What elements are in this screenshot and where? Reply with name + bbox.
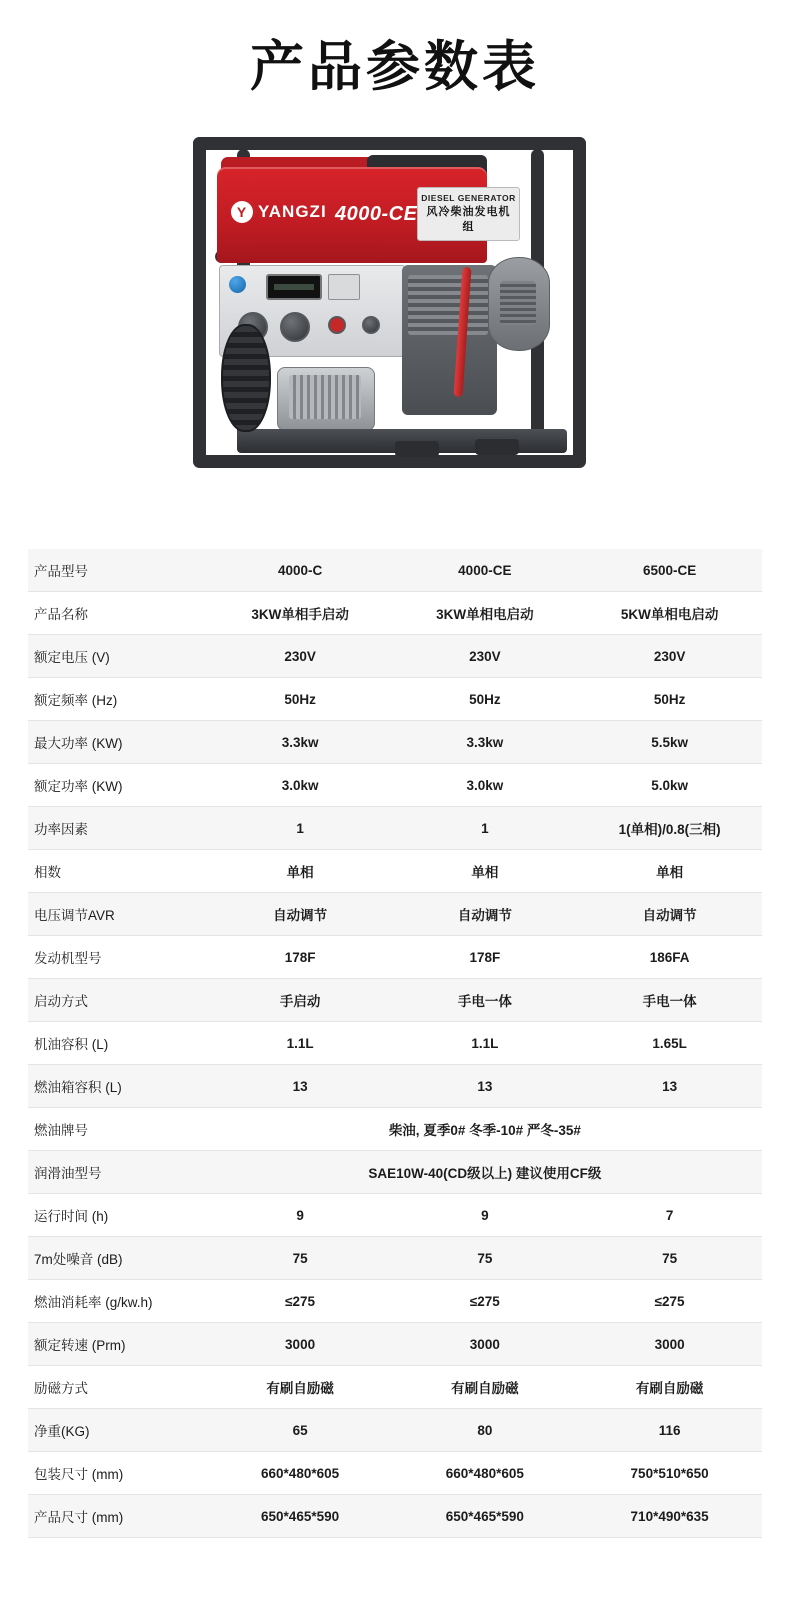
- row-value: 6500-CE: [577, 549, 762, 592]
- table-row: [28, 1022, 762, 1065]
- row-value: 75: [208, 1237, 393, 1280]
- row-value: ≤275: [208, 1280, 393, 1323]
- frame-bar-left: [193, 137, 206, 467]
- page-title-area: [0, 0, 790, 97]
- row-label: 额定转速 (Prm): [28, 1323, 208, 1366]
- row-value: 单相: [577, 850, 762, 893]
- row-value: ≤275: [577, 1280, 762, 1323]
- table-row: [28, 721, 762, 764]
- table-row: [28, 979, 762, 1022]
- row-value: 230V: [392, 635, 577, 678]
- row-value: 3.3kw: [392, 721, 577, 764]
- row-value: 3.0kw: [392, 764, 577, 807]
- row-value: 3KW单相电启动: [392, 592, 577, 635]
- row-value: 13: [392, 1065, 577, 1108]
- table-row: [28, 1495, 762, 1538]
- spec-table: [28, 549, 762, 1538]
- row-value: 自动调节: [392, 893, 577, 936]
- row-value: 有刷自励磁: [392, 1366, 577, 1409]
- model-badge: 4000-CE: [335, 203, 418, 226]
- table-row: [28, 1280, 762, 1323]
- row-value: 750*510*650: [577, 1452, 762, 1495]
- stop-button-icon: [328, 316, 346, 334]
- row-value: 178F: [208, 936, 393, 979]
- row-value: 7: [577, 1194, 762, 1237]
- table-row: [28, 1366, 762, 1409]
- row-value: 自动调节: [208, 893, 393, 936]
- row-label: 产品名称: [28, 592, 208, 635]
- row-value: 3.0kw: [208, 764, 393, 807]
- ground-terminal: [362, 316, 380, 334]
- row-label: 额定电压 (V): [28, 635, 208, 678]
- row-value: 116: [577, 1409, 762, 1452]
- row-value: 80: [392, 1409, 577, 1452]
- engine-cooling-fins: [408, 275, 488, 335]
- row-label: 发动机型号: [28, 936, 208, 979]
- row-value: 178F: [392, 936, 577, 979]
- row-value: 5.5kw: [577, 721, 762, 764]
- row-label: 相数: [28, 850, 208, 893]
- page-title: 产品参数表: [250, 37, 540, 97]
- engine-assembly: [392, 255, 552, 455]
- row-value: 3.3kw: [208, 721, 393, 764]
- row-value: 50Hz: [208, 678, 393, 721]
- row-value: 5KW单相电启动: [577, 592, 762, 635]
- spec-table-container: [28, 549, 762, 1538]
- generator-body: [217, 167, 557, 457]
- row-value: 单相: [208, 850, 393, 893]
- row-value: 3000: [577, 1323, 762, 1366]
- row-label: 产品型号: [28, 549, 208, 592]
- row-label: 额定功率 (KW): [28, 764, 208, 807]
- digital-meter: [266, 274, 322, 300]
- table-row: [28, 1409, 762, 1452]
- row-label: 燃油牌号: [28, 1108, 208, 1151]
- row-value: 3KW单相手启动: [208, 592, 393, 635]
- row-value: 5.0kw: [577, 764, 762, 807]
- row-value: 650*465*590: [208, 1495, 393, 1538]
- table-row: [28, 1108, 762, 1151]
- row-value: 手电一体: [577, 979, 762, 1022]
- row-value: 186FA: [577, 936, 762, 979]
- row-value: 13: [208, 1065, 393, 1108]
- alternator-fins: [289, 375, 361, 419]
- row-label: 包装尺寸 (mm): [28, 1452, 208, 1495]
- row-value: 1.65L: [577, 1022, 762, 1065]
- row-label: 功率因素: [28, 807, 208, 850]
- table-row: [28, 592, 762, 635]
- row-label: 励磁方式: [28, 1366, 208, 1409]
- row-value: 650*465*590: [392, 1495, 577, 1538]
- row-label: 机油容积 (L): [28, 1022, 208, 1065]
- circuit-breaker-switch: [328, 274, 360, 300]
- brand-logo: [231, 201, 327, 223]
- table-row: [28, 1194, 762, 1237]
- product-image: [0, 119, 790, 539]
- table-row: [28, 893, 762, 936]
- frame-bar-top: [193, 137, 586, 150]
- spec-plate-en: DIESEL GENERATOR: [421, 193, 516, 204]
- row-label: 运行时间 (h): [28, 1194, 208, 1237]
- row-label: 最大功率 (KW): [28, 721, 208, 764]
- table-row: [28, 936, 762, 979]
- row-value: 4000-CE: [392, 549, 577, 592]
- generator-illustration: [175, 129, 605, 509]
- table-row: [28, 764, 762, 807]
- row-value: 75: [392, 1237, 577, 1280]
- red-hood: [217, 167, 516, 263]
- outlet-socket-2: [280, 312, 310, 342]
- foot-center: [395, 441, 439, 457]
- row-value: 3000: [392, 1323, 577, 1366]
- muffler-vents: [500, 281, 536, 325]
- row-value: 有刷自励磁: [577, 1366, 762, 1409]
- indicator-lamp-icon: [229, 276, 246, 293]
- row-value: 65: [208, 1409, 393, 1452]
- row-value: 1.1L: [208, 1022, 393, 1065]
- row-label: 7m处噪音 (dB): [28, 1237, 208, 1280]
- row-value: 4000-C: [208, 549, 393, 592]
- row-value: 有刷自励磁: [208, 1366, 393, 1409]
- table-row: [28, 635, 762, 678]
- spec-plate-cn: 风冷柴油发电机组: [426, 205, 511, 233]
- brand-mark-icon: Y: [231, 201, 253, 223]
- row-label: 电压调节AVR: [28, 893, 208, 936]
- row-value-merged: SAE10W-40(CD级以上) 建议使用CF级: [208, 1151, 762, 1194]
- row-value: 660*480*605: [392, 1452, 577, 1495]
- wheel-left: [221, 324, 271, 432]
- table-row: [28, 1237, 762, 1280]
- row-value: 660*480*605: [208, 1452, 393, 1495]
- row-value: 1(单相)/0.8(三相): [577, 807, 762, 850]
- row-label: 产品尺寸 (mm): [28, 1495, 208, 1538]
- row-value: 9: [392, 1194, 577, 1237]
- row-label: 燃油箱容积 (L): [28, 1065, 208, 1108]
- table-row: [28, 678, 762, 721]
- spec-plate: [417, 187, 520, 240]
- row-value: 1.1L: [392, 1022, 577, 1065]
- row-value: 1: [392, 807, 577, 850]
- row-value: 单相: [392, 850, 577, 893]
- row-value: ≤275: [392, 1280, 577, 1323]
- row-value-merged: 柴油, 夏季0# 冬季-10# 严冬-35#: [208, 1108, 762, 1151]
- foot-right: [475, 439, 519, 455]
- row-value: 3000: [208, 1323, 393, 1366]
- table-row: [28, 850, 762, 893]
- table-row: [28, 1452, 762, 1495]
- row-value: 50Hz: [392, 678, 577, 721]
- row-value: 230V: [577, 635, 762, 678]
- row-value: 自动调节: [577, 893, 762, 936]
- row-label: 额定频率 (Hz): [28, 678, 208, 721]
- table-row: [28, 549, 762, 592]
- table-row: [28, 1065, 762, 1108]
- row-value: 50Hz: [577, 678, 762, 721]
- row-value: 230V: [208, 635, 393, 678]
- row-label: 启动方式: [28, 979, 208, 1022]
- row-value: 710*490*635: [577, 1495, 762, 1538]
- row-value: 手电一体: [392, 979, 577, 1022]
- row-value: 13: [577, 1065, 762, 1108]
- frame-bar-right: [573, 137, 586, 467]
- row-value: 9: [208, 1194, 393, 1237]
- table-row: [28, 807, 762, 850]
- table-row: [28, 1151, 762, 1194]
- row-label: 净重(KG): [28, 1409, 208, 1452]
- row-value: 1: [208, 807, 393, 850]
- row-label: 润滑油型号: [28, 1151, 208, 1194]
- brand-name: YANGZI: [258, 202, 327, 222]
- row-label: 燃油消耗率 (g/kw.h): [28, 1280, 208, 1323]
- row-value: 手启动: [208, 979, 393, 1022]
- table-row: [28, 1323, 762, 1366]
- row-value: 75: [577, 1237, 762, 1280]
